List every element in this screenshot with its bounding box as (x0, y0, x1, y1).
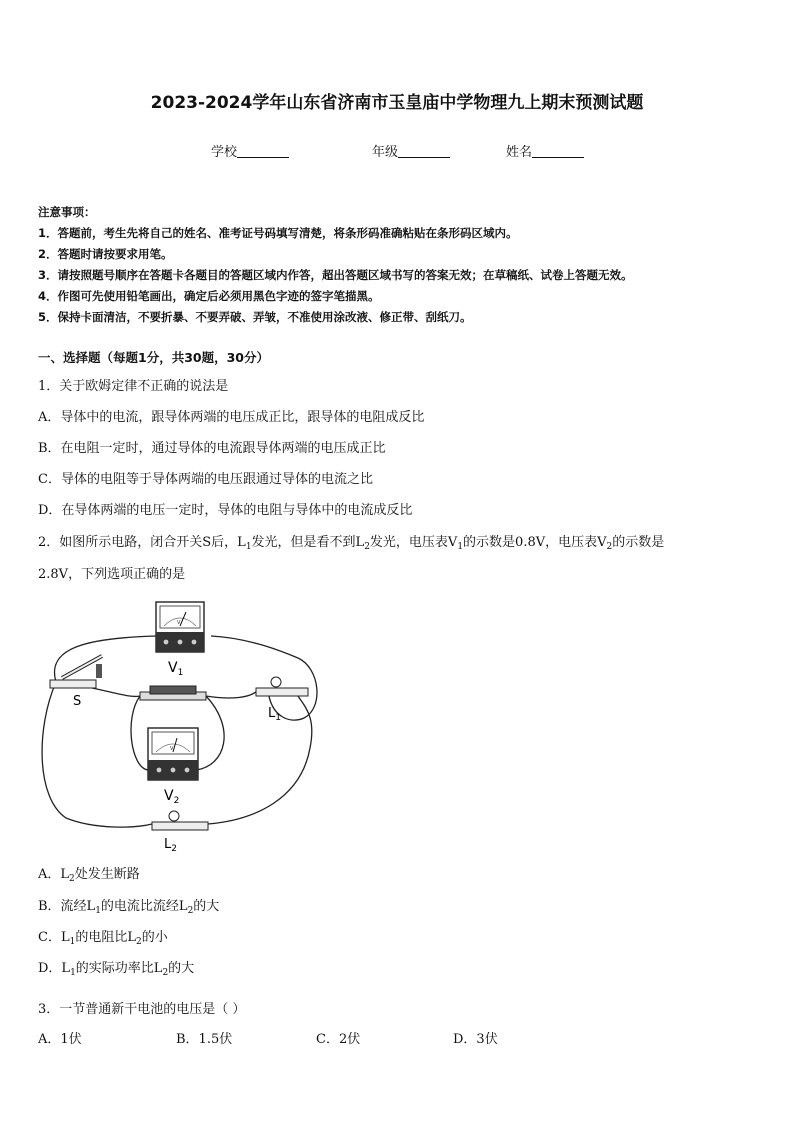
q2-option-a: A．$L_2$处发生断路 (38, 867, 140, 884)
school-field (211, 141, 289, 160)
q3-option-b: B．1.5伏 (176, 1032, 233, 1047)
q2-option-d: D．$L_1$的实际功率比$L_2$的大 (38, 961, 195, 978)
rheostat (140, 686, 206, 700)
label-v1: $V_1$ (168, 660, 184, 678)
section-heading: 一、选择题（每题1分，共30题，30分） (38, 350, 269, 365)
q3-stem: 3．一节普通新干电池的电压是（ ） (38, 1002, 246, 1017)
notice-heading: 注意事项： (38, 205, 96, 219)
q1-option-b: B．在电阻一定时，通过导体的电流跟导体两端的电压成正比 (38, 441, 386, 456)
q2-option-c: C．$L_1$的电阻比$L_2$的小 (38, 930, 168, 947)
bulb-l1 (256, 677, 308, 696)
notice-item: 5．保持卡面清洁，不要折暴、不要弄破、弄皱，不准使用涂改液、修正带、刮纸刀。 (38, 310, 472, 324)
q2-stem-line2: 2.8V，下列选项正确的是 (38, 567, 186, 582)
q1-option-a: A．导体中的电流，跟导体两端的电压成正比，跟导体的电阻成反比 (38, 410, 425, 425)
name-blank (532, 145, 584, 158)
q3-option-a: A．1伏 (38, 1032, 82, 1047)
voltmeter-v1 (156, 602, 204, 652)
q1-stem: 1．关于欧姆定律不正确的说法是 (38, 379, 229, 394)
voltmeter-v2 (148, 728, 198, 780)
label-s: S (73, 694, 82, 709)
notice-item: 1．答题前，考生先将自己的姓名、准考证号码填写清楚，将条形码准确粘贴在条形码区域内。 (38, 226, 518, 240)
notice-item: 2．答题时请按要求用笔。 (38, 247, 173, 261)
name-label: 姓名 (506, 145, 533, 160)
grade-field (372, 141, 450, 160)
school-blank (237, 145, 289, 158)
q1-option-d: D．在导体两端的电压一定时，导体的电阻与导体中的电流成反比 (38, 503, 413, 518)
q1-option-c: C．导体的电阻等于导体两端的电压跟通过导体的电流之比 (38, 472, 373, 487)
label-l2: $L_2$ (164, 837, 177, 854)
q2-stem: 2．如图所示电路，闭合开关S后，$L_1$发光，但是看不到$L_2$发光，电压表$V_1$的示数是0.8V，电压表$V_2$的示数是 (38, 535, 665, 552)
grade-label: 年级 (372, 145, 399, 160)
bulb-l2 (152, 811, 208, 830)
meter-unit: V (177, 620, 181, 626)
notice-item: 3．请按照题号顺序在答题卡各题目的答题区域内作答，超出答题区域书写的答案无效；在草稿纸、试卷上答题无效。 (38, 268, 633, 282)
label-v2: $V_2$ (164, 788, 180, 806)
q3-option-c: C．2伏 (316, 1032, 361, 1047)
page-title: 2023-2024学年山东省济南市玉皇庙中学物理九上期末预测试题 (150, 93, 644, 113)
q2-option-b: B．流经$L_1$的电流比流经$L_2$的大 (38, 899, 220, 916)
label-l1: $L_1$ (268, 706, 281, 723)
circuit-diagram (36, 598, 326, 854)
meter-unit: V (170, 746, 174, 752)
grade-blank (398, 145, 450, 158)
name-field (506, 141, 584, 160)
school-label: 学校 (211, 145, 238, 160)
q3-option-d: D．3伏 (453, 1032, 498, 1047)
notice-item: 4．作图可先使用铅笔画出，确定后必须用黑色字迹的签字笔描黑。 (38, 289, 380, 303)
